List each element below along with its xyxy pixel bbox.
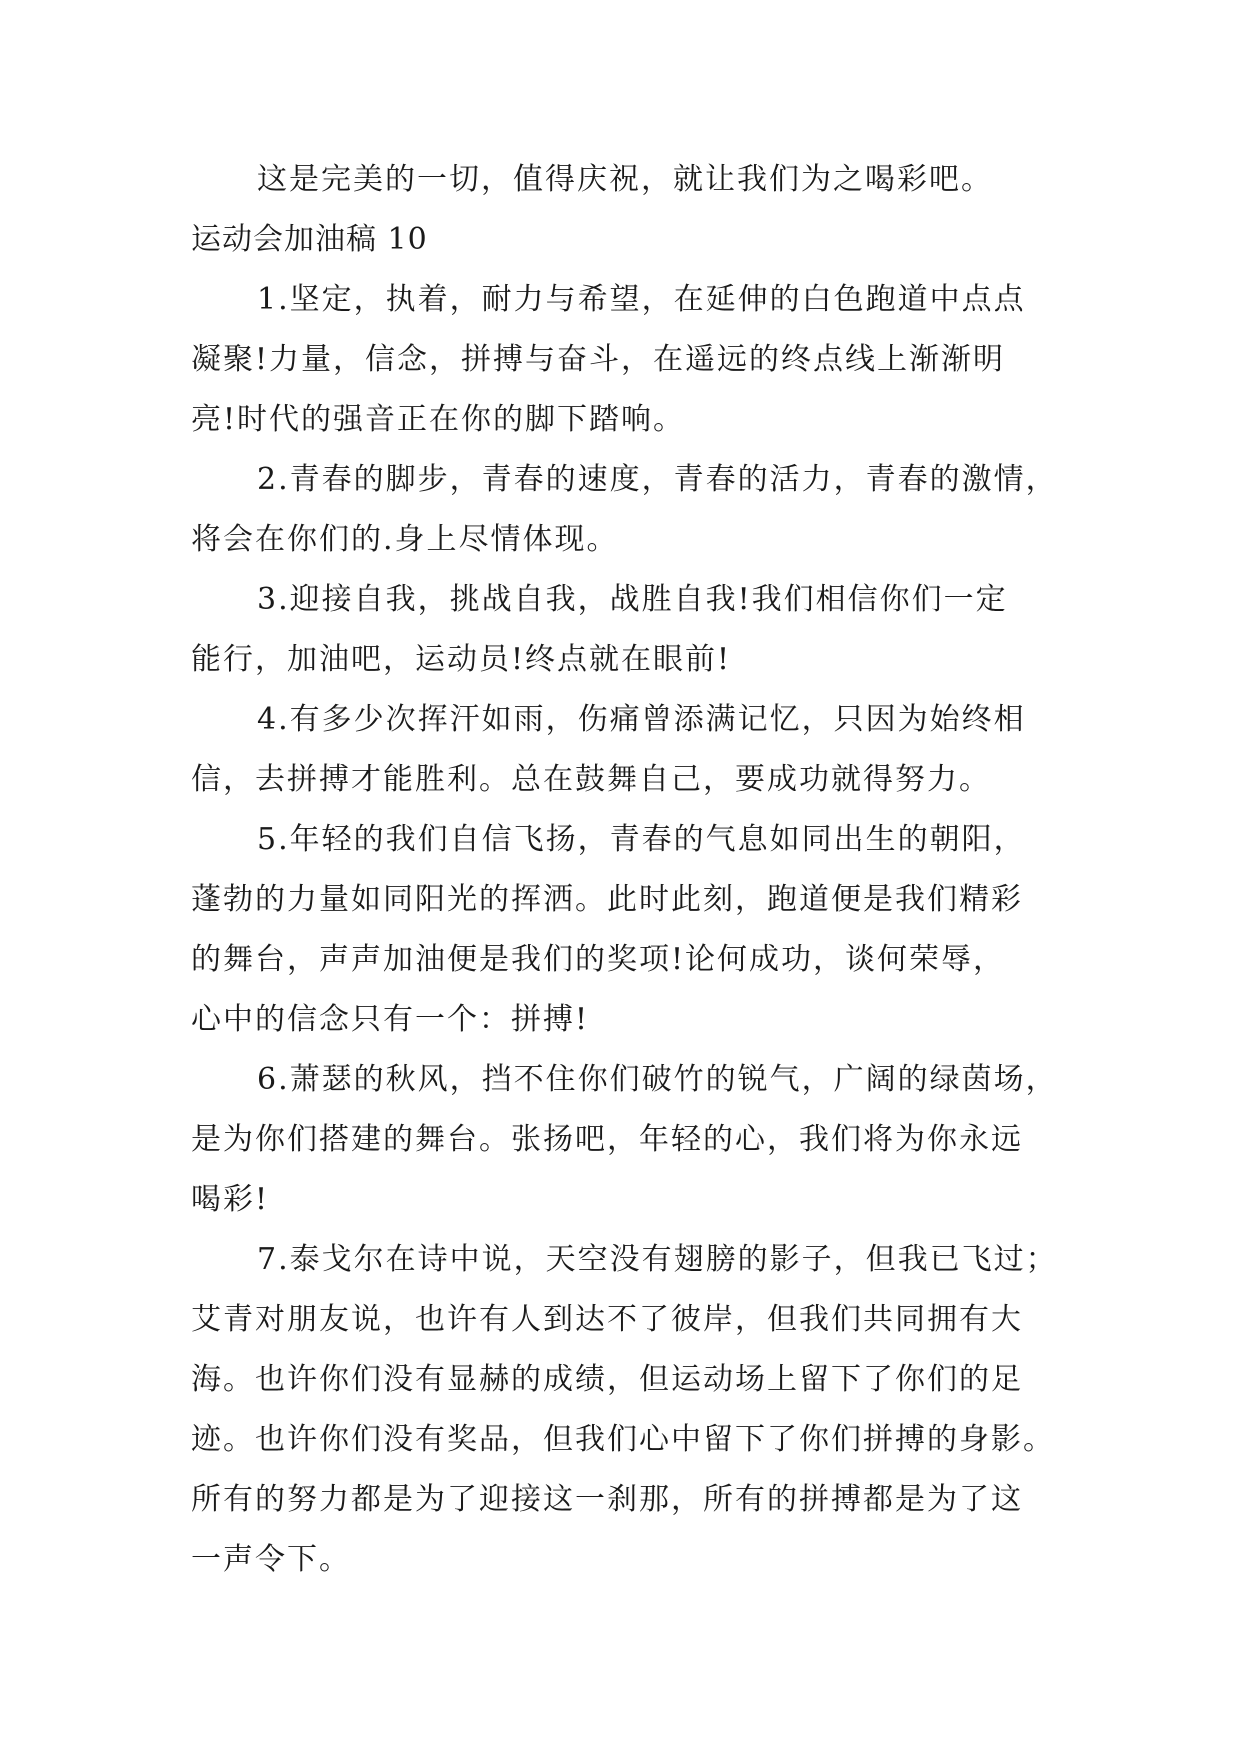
paragraph-line: 心中的信念只有一个：拼搏! [191,1002,590,1037]
paragraph-line: 喝彩! [191,1182,270,1217]
paragraph-line: 艾青对朋友说，也许有人到达不了彼岸，但我们共同拥有大 [191,1302,1023,1337]
document-page [191,150,1058,1590]
section-heading: 运动会加油稿 10 [191,222,428,257]
paragraph-line: 是为你们搭建的舞台。张扬吧，年轻的心，我们将为你永远 [191,1122,1023,1157]
paragraph-line: 蓬勃的力量如同阳光的挥洒。此时此刻，跑道便是我们精彩 [191,882,1023,917]
paragraph-line: 3.迎接自我，挑战自我，战胜自我!我们相信你们一定 [257,582,1008,617]
paragraph-line: 能行，加油吧，运动员!终点就在眼前! [191,642,732,677]
paragraph-line: 信，去拼搏才能胜利。总在鼓舞自己，要成功就得努力。 [191,762,991,797]
paragraph-line: 2.青春的脚步，青春的速度，青春的活力，青春的激情， [257,462,1058,497]
cheer-item-3 [191,570,1051,690]
cheer-item-2 [191,450,1058,570]
paragraph-line: 亮!时代的强音正在你的脚下踏响。 [191,402,686,437]
paragraph-line: 7.泰戈尔在诗中说，天空没有翅膀的影子，但我已飞过； [257,1242,1058,1277]
paragraph-line: 将会在你们的.身上尽情体现。 [191,522,619,557]
paragraph-line: 1.坚定，执着，耐力与希望，在延伸的白色跑道中点点 [257,282,1026,317]
paragraph-line: 的舞台，声声加油便是我们的奖项!论何成功，谈何荣辱， [191,942,1006,977]
cheer-item-7 [191,1230,1058,1590]
paragraph-line: 4.有多少次挥汗如雨，伤痛曾添满记忆，只因为始终相 [257,702,1026,737]
paragraph-line: 迹。也许你们没有奖品，但我们心中留下了你们拼搏的身影。 [191,1422,1055,1457]
cheer-item-6 [191,1050,1058,1230]
cheer-item-5 [191,810,1051,1050]
cheer-item-4 [191,690,1051,810]
paragraph-line: 凝聚!力量，信念，拼搏与奋斗，在遥远的终点线上渐渐明 [191,342,1006,377]
paragraph-line: 一声令下。 [191,1542,351,1577]
paragraph-line: 6.萧瑟的秋风，挡不住你们破竹的锐气，广阔的绿茵场， [257,1062,1058,1097]
paragraph-line: 海。也许你们没有显赫的成绩，但运动场上留下了你们的足 [191,1362,1023,1397]
cheer-item-1 [191,270,1051,450]
paragraph-line: 5.年轻的我们自信飞扬，青春的气息如同出生的朝阳， [257,822,1026,857]
intro-line: 这是完美的一切，值得庆祝，就让我们为之喝彩吧。 [257,162,993,197]
paragraph-line: 所有的努力都是为了迎接这一刹那，所有的拼搏都是为了这 [191,1482,1023,1517]
